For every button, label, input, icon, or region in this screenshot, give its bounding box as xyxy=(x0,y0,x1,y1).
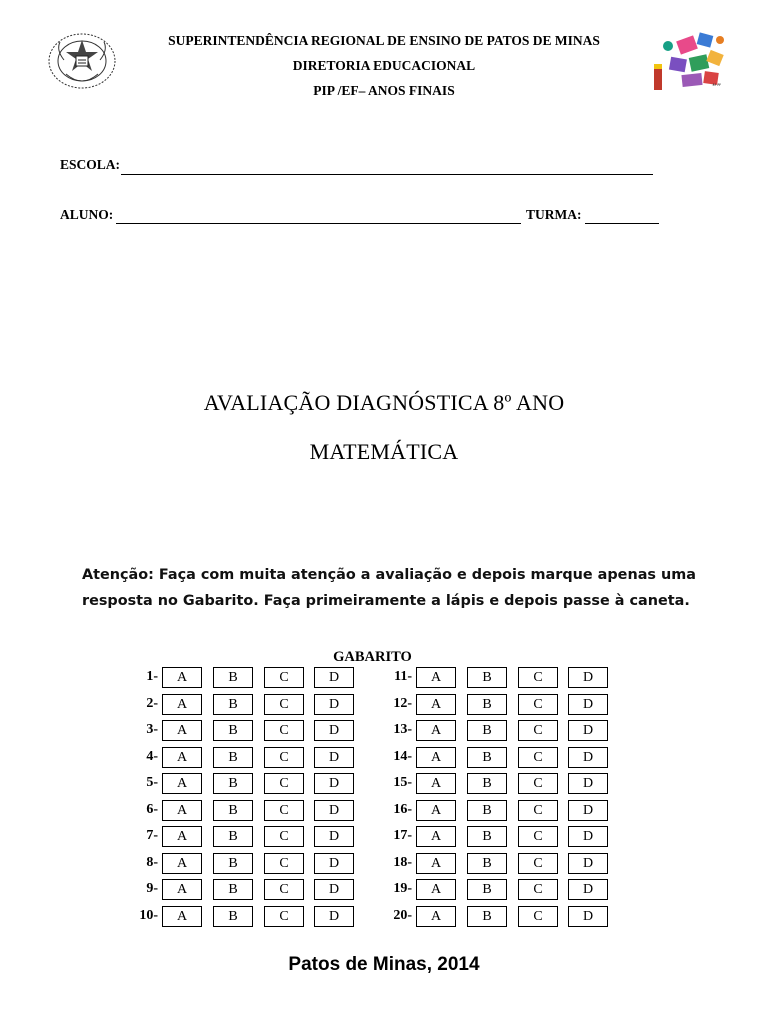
answer-option-d[interactable]: D xyxy=(314,853,354,874)
answer-option-d[interactable]: D xyxy=(314,720,354,741)
answer-option-c[interactable]: C xyxy=(264,747,304,768)
answer-option-a[interactable]: A xyxy=(162,747,202,768)
answer-option-c[interactable]: C xyxy=(264,826,304,847)
answer-option-b[interactable]: B xyxy=(213,800,253,821)
answer-option-d[interactable]: D xyxy=(568,747,608,768)
answer-option-c[interactable]: C xyxy=(518,800,558,821)
answer-option-b[interactable]: B xyxy=(213,667,253,688)
answer-option-c[interactable]: C xyxy=(264,853,304,874)
answer-row xyxy=(380,906,612,930)
question-number: 15- xyxy=(393,775,412,790)
answer-row xyxy=(126,879,358,903)
question-number: 12- xyxy=(393,695,412,711)
answer-option-d[interactable]: D xyxy=(314,879,354,900)
answer-option-a[interactable]: A xyxy=(162,826,202,847)
answer-option-c[interactable]: C xyxy=(264,906,304,927)
answer-option-b[interactable]: B xyxy=(467,773,507,794)
answer-option-b[interactable]: B xyxy=(213,720,253,741)
question-number: 17- xyxy=(393,828,412,843)
answer-option-d[interactable]: D xyxy=(314,667,354,688)
answer-option-c[interactable]: C xyxy=(518,773,558,794)
answer-option-c[interactable]: C xyxy=(264,720,304,741)
answer-option-b[interactable]: B xyxy=(467,694,507,715)
answer-row xyxy=(126,694,358,718)
question-number: 9- xyxy=(146,881,158,896)
turma-field[interactable] xyxy=(585,209,659,224)
answer-option-c[interactable]: C xyxy=(518,694,558,715)
answer-option-d[interactable]: D xyxy=(568,800,608,821)
answer-option-b[interactable]: B xyxy=(467,906,507,927)
answer-option-a[interactable]: A xyxy=(162,906,202,927)
answer-option-d[interactable]: D xyxy=(568,853,608,874)
answer-option-c[interactable]: C xyxy=(264,667,304,688)
answer-option-d[interactable]: D xyxy=(314,773,354,794)
answer-option-b[interactable]: B xyxy=(467,747,507,768)
question-number: 3- xyxy=(146,722,158,737)
answer-option-a[interactable]: A xyxy=(416,720,456,741)
escola-field[interactable] xyxy=(121,160,653,175)
answer-option-c[interactable]: C xyxy=(518,720,558,741)
answer-option-a[interactable]: A xyxy=(162,667,202,688)
answer-option-b[interactable]: B xyxy=(467,853,507,874)
answer-row xyxy=(126,853,358,877)
question-number: 11- xyxy=(394,669,412,684)
aluno-label: ALUNO: xyxy=(60,207,114,222)
answer-option-d[interactable]: D xyxy=(314,800,354,821)
answer-row xyxy=(126,773,358,797)
answer-option-d[interactable]: D xyxy=(314,826,354,847)
header-pip: PIP /EF– ANOS FINAIS xyxy=(313,83,455,98)
answer-option-b[interactable]: B xyxy=(213,853,253,874)
attention-notice xyxy=(82,562,702,614)
answer-option-d[interactable]: D xyxy=(568,906,608,927)
answer-option-c[interactable]: C xyxy=(264,773,304,794)
subject-title: MATEMÁTICA xyxy=(309,439,459,464)
answer-option-a[interactable]: A xyxy=(162,694,202,715)
aluno-field[interactable] xyxy=(116,209,521,224)
question-number: 8- xyxy=(146,854,158,870)
answer-option-b[interactable]: B xyxy=(467,720,507,741)
answer-option-c[interactable]: C xyxy=(518,853,558,874)
answer-option-a[interactable]: A xyxy=(162,879,202,900)
answer-option-d[interactable]: D xyxy=(568,879,608,900)
answer-option-a[interactable]: A xyxy=(416,747,456,768)
answer-option-a[interactable]: A xyxy=(162,720,202,741)
answer-row xyxy=(380,879,612,903)
answer-option-b[interactable]: B xyxy=(467,826,507,847)
footer-location-year: Patos de Minas, 2014 xyxy=(288,954,480,975)
answer-option-c[interactable]: C xyxy=(518,826,558,847)
answer-row xyxy=(380,747,612,771)
answer-option-a[interactable]: A xyxy=(416,800,456,821)
answer-row xyxy=(380,826,612,850)
answer-row xyxy=(126,906,358,930)
exam-title: AVALIAÇÃO DIAGNÓSTICA 8º ANO xyxy=(203,390,565,415)
answer-option-c[interactable]: C xyxy=(518,747,558,768)
question-number: 16- xyxy=(393,801,412,817)
answer-row xyxy=(126,800,358,824)
answer-option-b[interactable]: B xyxy=(467,800,507,821)
escola-label: ESCOLA: xyxy=(60,157,121,172)
question-number: 4- xyxy=(146,748,158,764)
question-number: 1- xyxy=(146,669,158,684)
answer-option-d[interactable]: D xyxy=(568,773,608,794)
answer-option-b[interactable]: B xyxy=(213,906,253,927)
answer-option-c[interactable]: C xyxy=(264,800,304,821)
answer-option-d[interactable]: D xyxy=(568,826,608,847)
answer-option-a[interactable]: A xyxy=(416,853,456,874)
answer-row xyxy=(380,773,612,797)
question-number: 18- xyxy=(393,854,412,870)
answer-option-a[interactable]: A xyxy=(416,826,456,847)
answer-option-c[interactable]: C xyxy=(518,879,558,900)
answer-option-b[interactable]: B xyxy=(213,694,253,715)
answer-option-c[interactable]: C xyxy=(518,667,558,688)
answer-option-d[interactable]: D xyxy=(314,747,354,768)
question-number: 14- xyxy=(393,748,412,764)
question-number: 2- xyxy=(146,695,158,711)
answer-option-c[interactable]: C xyxy=(518,906,558,927)
answer-option-c[interactable]: C xyxy=(264,879,304,900)
question-number: 7- xyxy=(146,828,158,843)
question-number: 13- xyxy=(393,722,412,737)
answer-row xyxy=(126,826,358,850)
header-superintendencia: SUPERINTENDÊNCIA REGIONAL DE ENSINO DE PATOS DE MINAS xyxy=(168,33,600,48)
attention-notice-line-1: Atenção: Faça com muita atenção a avaliação e depois marque apenas uma xyxy=(82,567,696,583)
svg-text:“”: “” xyxy=(712,83,722,93)
answer-option-d[interactable]: D xyxy=(314,694,354,715)
answer-option-a[interactable]: A xyxy=(162,853,202,874)
answer-row xyxy=(126,747,358,771)
question-number: 10- xyxy=(139,907,158,923)
answer-option-d[interactable]: D xyxy=(314,906,354,927)
answer-option-c[interactable]: C xyxy=(264,694,304,715)
answer-option-a[interactable]: A xyxy=(416,694,456,715)
answer-option-a[interactable]: A xyxy=(416,879,456,900)
answer-option-b[interactable]: B xyxy=(467,879,507,900)
answer-row xyxy=(380,800,612,824)
header-diretoria: DIRETORIA EDUCACIONAL xyxy=(292,58,476,73)
answer-option-d[interactable]: D xyxy=(568,720,608,741)
answer-row xyxy=(380,694,612,718)
answer-option-b[interactable]: B xyxy=(213,747,253,768)
question-number: 19- xyxy=(393,881,412,896)
answer-row xyxy=(380,720,612,744)
answer-option-d[interactable]: D xyxy=(568,667,608,688)
answer-row xyxy=(380,853,612,877)
answer-option-a[interactable]: A xyxy=(416,667,456,688)
gabarito-title: GABARITO xyxy=(333,649,412,665)
turma-label: TURMA: xyxy=(526,207,582,222)
question-number: 6- xyxy=(146,801,158,817)
answer-option-d[interactable]: D xyxy=(568,694,608,715)
answer-row xyxy=(380,667,612,691)
attention-notice-line-2: resposta no Gabarito. Faça primeiramente a lápis e depois passe à caneta. xyxy=(82,593,690,609)
question-number: 20- xyxy=(393,907,412,923)
answer-option-b[interactable]: B xyxy=(213,773,253,794)
answer-row xyxy=(126,720,358,744)
question-number: 5- xyxy=(146,775,158,790)
answer-option-a[interactable]: A xyxy=(416,906,456,927)
answer-option-a[interactable]: A xyxy=(162,773,202,794)
answer-option-a[interactable]: A xyxy=(416,773,456,794)
answer-row xyxy=(126,667,358,691)
answer-option-b[interactable]: B xyxy=(467,667,507,688)
answer-option-b[interactable]: B xyxy=(213,879,253,900)
answer-option-b[interactable]: B xyxy=(213,826,253,847)
answer-option-a[interactable]: A xyxy=(162,800,202,821)
